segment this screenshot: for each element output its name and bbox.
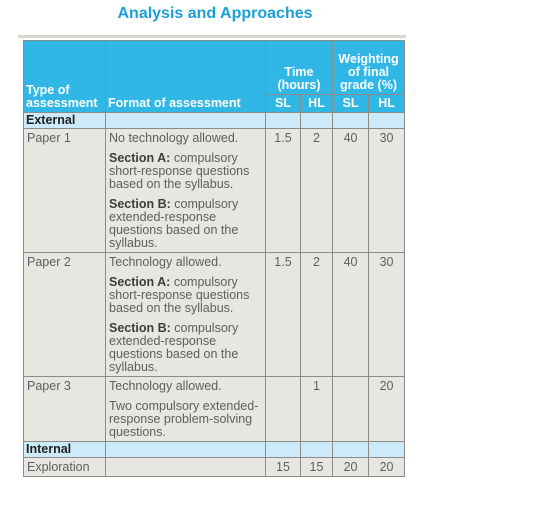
time-hl: 2 xyxy=(301,253,333,377)
header-type: Type of assessment xyxy=(24,41,106,113)
section-label-internal: Internal xyxy=(24,442,106,458)
header-time-hl: HL xyxy=(301,95,333,113)
format-intro: Technology allowed. xyxy=(109,255,222,269)
header-weight-hl: HL xyxy=(369,95,405,113)
format-intro: No technology allowed. xyxy=(109,131,239,145)
divider xyxy=(18,35,406,38)
time-hl: 15 xyxy=(301,458,333,477)
weight-sl: 20 xyxy=(333,458,369,477)
format-section-b: Section B: compulsory extended-response questions based on the syllabus. xyxy=(109,197,239,250)
header-row xyxy=(24,41,405,95)
section-row-internal xyxy=(24,442,405,458)
assessment-format xyxy=(106,253,266,377)
table-row xyxy=(24,253,405,377)
weight-sl xyxy=(333,377,369,442)
assessment-type: Paper 3 xyxy=(24,377,106,442)
time-sl: 15 xyxy=(266,458,301,477)
format-detail: Two compulsory extended-response problem-solving questions. xyxy=(109,399,259,439)
header-time-sl: SL xyxy=(266,95,301,113)
format-section-b: Section B: compulsory extended-response questions based on the syllabus. xyxy=(109,321,239,374)
time-sl xyxy=(266,377,301,442)
format-intro: Technology allowed. xyxy=(109,379,222,393)
weight-hl: 20 xyxy=(369,377,405,442)
weight-hl: 20 xyxy=(369,458,405,477)
time-sl: 1.5 xyxy=(266,129,301,253)
header-weighting: Weighting of final grade (%) xyxy=(333,41,405,95)
header-format: Format of assessment xyxy=(106,41,266,113)
assessment-format xyxy=(106,377,266,442)
table-row xyxy=(24,129,405,253)
weight-hl: 30 xyxy=(369,253,405,377)
section-row-external xyxy=(24,113,405,129)
time-hl: 2 xyxy=(301,129,333,253)
time-hl: 1 xyxy=(301,377,333,442)
assessment-type: Exploration xyxy=(24,458,106,477)
page-title: Analysis and Approaches xyxy=(117,5,313,22)
format-section-a: Section A: compulsory short-response questions based on the syllabus. xyxy=(109,151,250,191)
weight-sl: 40 xyxy=(333,253,369,377)
time-sl: 1.5 xyxy=(266,253,301,377)
assessment-format xyxy=(106,129,266,253)
weight-hl: 30 xyxy=(369,129,405,253)
format-section-a: Section A: compulsory short-response questions based on the syllabus. xyxy=(109,275,250,315)
table-row xyxy=(24,458,405,477)
assessment-type: Paper 1 xyxy=(24,129,106,253)
section-label-external: External xyxy=(24,113,106,129)
weight-sl: 40 xyxy=(333,129,369,253)
assessment-table xyxy=(23,40,405,477)
assessment-format xyxy=(106,458,266,477)
assessment-type: Paper 2 xyxy=(24,253,106,377)
table-row xyxy=(24,377,405,442)
header-weight-sl: SL xyxy=(333,95,369,113)
header-time: Time (hours) xyxy=(266,41,333,95)
